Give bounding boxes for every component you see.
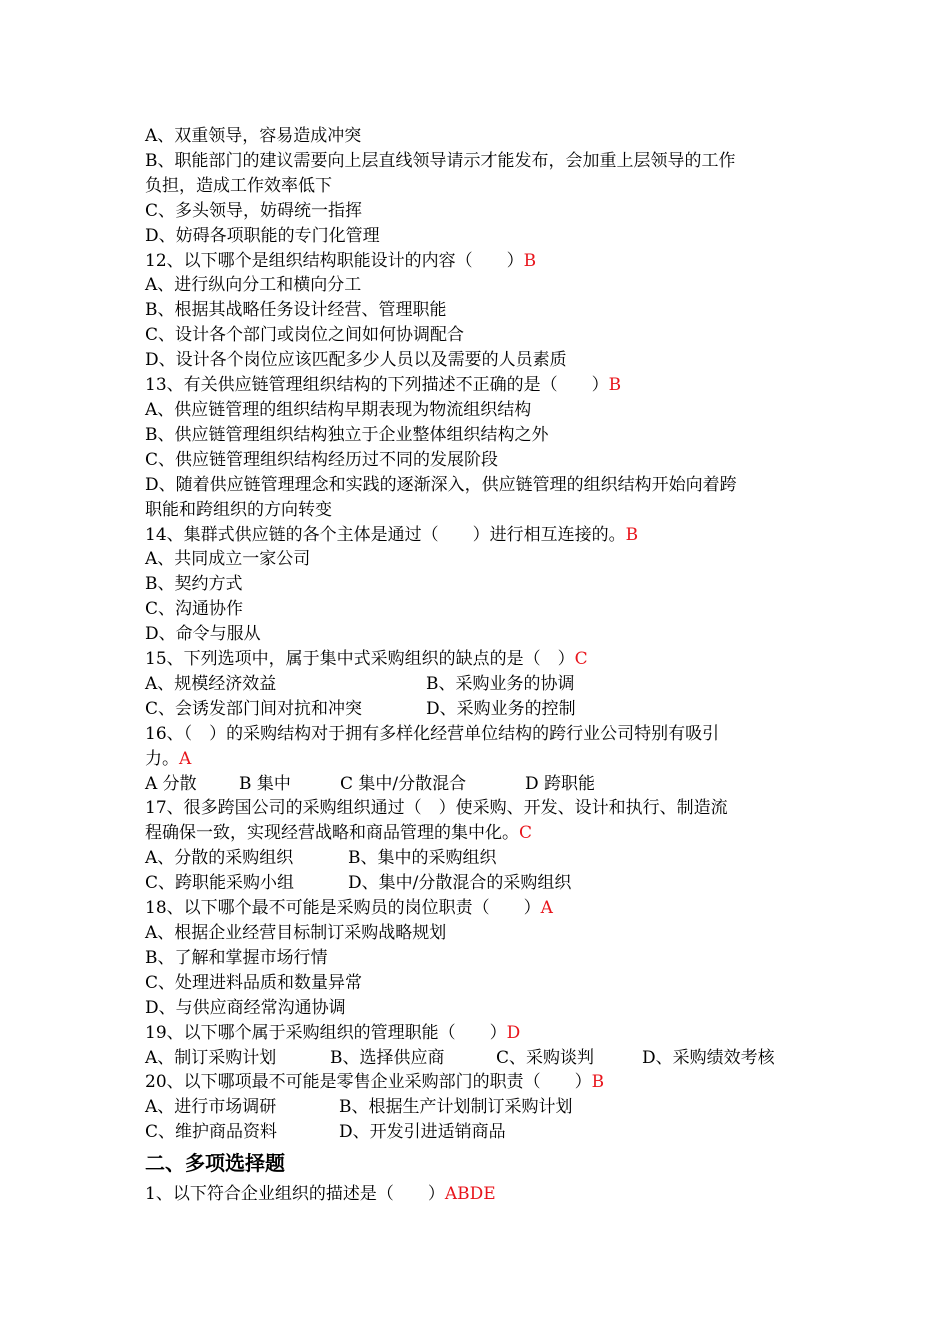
option-line: A、共同成立一家公司 [145,549,311,570]
option-c: C、维护商品资料 [145,1122,278,1143]
question-stem: 12、以下哪个是组织结构职能设计的内容（ ） [145,250,524,271]
option-a: A、规模经济效益 [145,673,277,694]
question-stem: 1、以下符合企业组织的描述是（ ） [145,1184,445,1205]
option-row [145,697,825,722]
answer-key: A [540,898,553,919]
option-a: A 分散 [145,773,197,794]
option-line: C、多头领导，妨碍统一指挥 [145,200,363,221]
option-d: D、采购绩效考核 [642,1047,775,1068]
option-row [145,846,825,871]
option-row [145,871,825,896]
option-row [145,672,825,697]
question-16-cont [145,747,825,772]
question-14 [145,523,825,548]
option-line: A、供应链管理的组织结构早期表现为物流组织结构 [145,399,532,420]
option-d: D 跨职能 [525,773,596,794]
option-line: A、根据企业经营目标制订采购战略规划 [145,923,447,943]
question-stem: 14、集群式供应链的各个主体是通过（ ）进行相互连接的。 [145,524,626,545]
option-d: D、集中/分散混合的采购组织 [348,873,572,894]
option-line: B、了解和掌握市场行情 [145,947,328,968]
question-stem: 18、以下哪个最不可能是采购员的岗位职责（ ） [145,898,541,919]
option-row [145,772,825,797]
document-page [145,124,825,1207]
option-line: C、沟通协作 [145,599,244,620]
question-17: 17、很多跨国公司的采购组织通过（ ）使采购、开发、设计和执行、制造流 [145,798,728,819]
option-line: B、契约方式 [145,574,243,595]
option-c: C、会诱发部门间对抗和冲突 [145,698,363,719]
option-d: D、采购业务的控制 [426,698,576,719]
question-18 [145,896,825,921]
question-16: 16、（ ）的采购结构对于拥有多样化经营单位结构的跨行业公司特别有吸引 [145,723,720,744]
option-line: B、根据其战略任务设计经营、管理职能 [145,300,447,321]
option-line: D、妨碍各项职能的专门化管理 [145,225,380,246]
question-stem: 程确保一致，实现经营战略和商品管理的集中化。 [145,823,519,844]
option-b: B、选择供应商 [330,1047,445,1068]
question-1 [145,1182,825,1207]
option-b: B 集中 [239,773,291,794]
question-stem: 20、以下哪项最不可能是零售企业采购部门的职责（ ） [145,1072,592,1093]
option-line: C、设计各个部门或岗位之间如何协调配合 [145,325,465,346]
answer-key: B [608,375,622,396]
question-13 [145,373,825,398]
answer-key: C [574,649,588,670]
question-12 [145,249,825,274]
option-line: D、设计各个岗位应该匹配多少人员以及需要的人员素质 [145,350,567,371]
section-heading: 二、多项选择题 [145,1151,285,1176]
option-a: A、分散的采购组织 [145,848,294,869]
question-stem: 19、以下哪个属于采购组织的管理职能（ ） [145,1022,507,1043]
question-15 [145,647,825,672]
option-line: C、处理进料品质和数量异常 [145,972,363,993]
option-line: B、职能部门的建议需要向上层直线领导请示才能发布，会加重上层领导的工作 [145,150,736,171]
option-c: C、跨职能采购小组 [145,873,295,894]
option-line: 职能和跨组织的方向转变 [145,499,332,520]
option-row [145,1046,825,1071]
option-d: D、开发引进适销商品 [339,1122,506,1143]
answer-key: B [625,524,639,545]
answer-key: B [591,1072,605,1093]
option-c: C、采购谈判 [496,1047,595,1068]
question-stem: 15、下列选项中，属于集中式采购组织的缺点的是（ ） [145,649,575,670]
question-stem: 力。 [145,748,179,769]
option-line: A、双重领导，容易造成冲突 [145,126,362,146]
option-b: B、采购业务的协调 [426,673,575,694]
option-row [145,1120,825,1145]
option-line: D、随着供应链管理理念和实践的逐渐深入，供应链管理的组织结构开始向着跨 [145,474,737,495]
answer-key: A [179,748,192,769]
option-a: A、进行市场调研 [145,1097,277,1118]
answer-key: ABDE [444,1184,496,1205]
option-line: A、进行纵向分工和横向分工 [145,275,362,296]
option-c: C 集中/分散混合 [340,773,467,794]
option-line: C、供应链管理组织结构经历过不同的发展阶段 [145,449,499,470]
question-20 [145,1070,825,1095]
question-stem: 13、有关供应链管理组织结构的下列描述不正确的是（ ） [145,375,609,396]
option-b: B、集中的采购组织 [348,848,497,869]
option-line: B、供应链管理组织结构独立于企业整体组织结构之外 [145,424,549,445]
option-line: D、与供应商经常沟通协调 [145,997,346,1018]
answer-key: B [523,250,537,271]
answer-key: C [519,823,533,844]
option-a: A、制订采购计划 [145,1047,277,1068]
question-19 [145,1021,825,1046]
question-17-cont [145,821,825,846]
answer-key: D [506,1022,521,1043]
option-line: 负担，造成工作效率低下 [145,175,332,196]
option-b: B、根据生产计划制订采购计划 [339,1097,573,1118]
option-line: D、命令与服从 [145,624,261,645]
option-row [145,1095,825,1120]
